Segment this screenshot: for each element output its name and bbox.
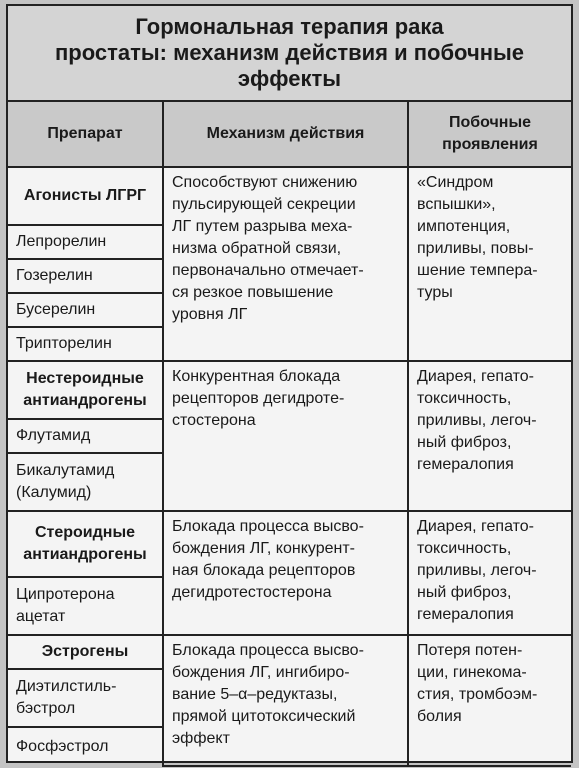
table-row (8, 511, 571, 577)
side-effects-cell: Диарея, гепато- токсичность, приливы, легоч- ный фиброз, гемералопия (408, 511, 571, 635)
mechanism-cell: Блокада процесса высво- бождения ЛГ, ингибиро- вание 5–α–редуктазы, прямой цитотоксический эффект (163, 635, 408, 766)
drug-name: Гозерелин (8, 259, 163, 293)
mechanism-cell: Конкурентная блокада рецепторов дегидроте- стостерона (163, 361, 408, 511)
group-name: Стероидные антиандрогены (8, 511, 163, 577)
drug-name: Диэтилстиль-бэстрол (8, 669, 163, 727)
group-name: Нестероидные антиандрогены (8, 361, 163, 419)
side-effects-cell: Диарея, гепато- токсичность, приливы, легоч- ный фиброз, гемералопия (408, 361, 571, 511)
table-row (8, 361, 571, 419)
mechanism-cell: Блокада процесса высво- бождения ЛГ, конкурент- ная блокада рецепторов дегидротестостерона (163, 511, 408, 635)
drug-name: Бикалутамид (Калумид) (8, 453, 163, 511)
drug-name: Флутамид (8, 419, 163, 453)
header-drug: Препарат (8, 102, 163, 167)
table-row (8, 635, 571, 669)
group-name: Агонисты ЛГРГ (8, 167, 163, 225)
table-title (8, 6, 571, 102)
mechanism-cell: Способствуют снижению пульсирующей секреции ЛГ путем разрыва меха- низма обратной связи, первоначально отмечает- ся резкое повышение уровня ЛГ (163, 167, 408, 361)
side-effects-cell: «Синдром вспышки», импотенция, приливы, повы- шение темпера- туры (408, 167, 571, 361)
drug-name: Бусерелин (8, 293, 163, 327)
header-row (8, 102, 571, 167)
table-title-text: Гормональная терапия рака простаты: механизм действия и побочные эффекты (54, 14, 525, 91)
header-side-effects: Побочные проявления (408, 102, 571, 167)
table-card (6, 4, 573, 763)
drug-name: Ципротерона ацетат (8, 577, 163, 635)
side-effects-cell: Потеря потен- ции, гинекома- стия, тромбоэм- болия (408, 635, 571, 766)
therapy-table (8, 102, 571, 767)
header-mechanism: Механизм действия (163, 102, 408, 167)
drug-name: Трипторелин (8, 327, 163, 361)
drug-name: Лепрорелин (8, 225, 163, 259)
group-name: Эстрогены (8, 635, 163, 669)
table-row (8, 167, 571, 225)
drug-name: Фосфэстрол (8, 727, 163, 766)
